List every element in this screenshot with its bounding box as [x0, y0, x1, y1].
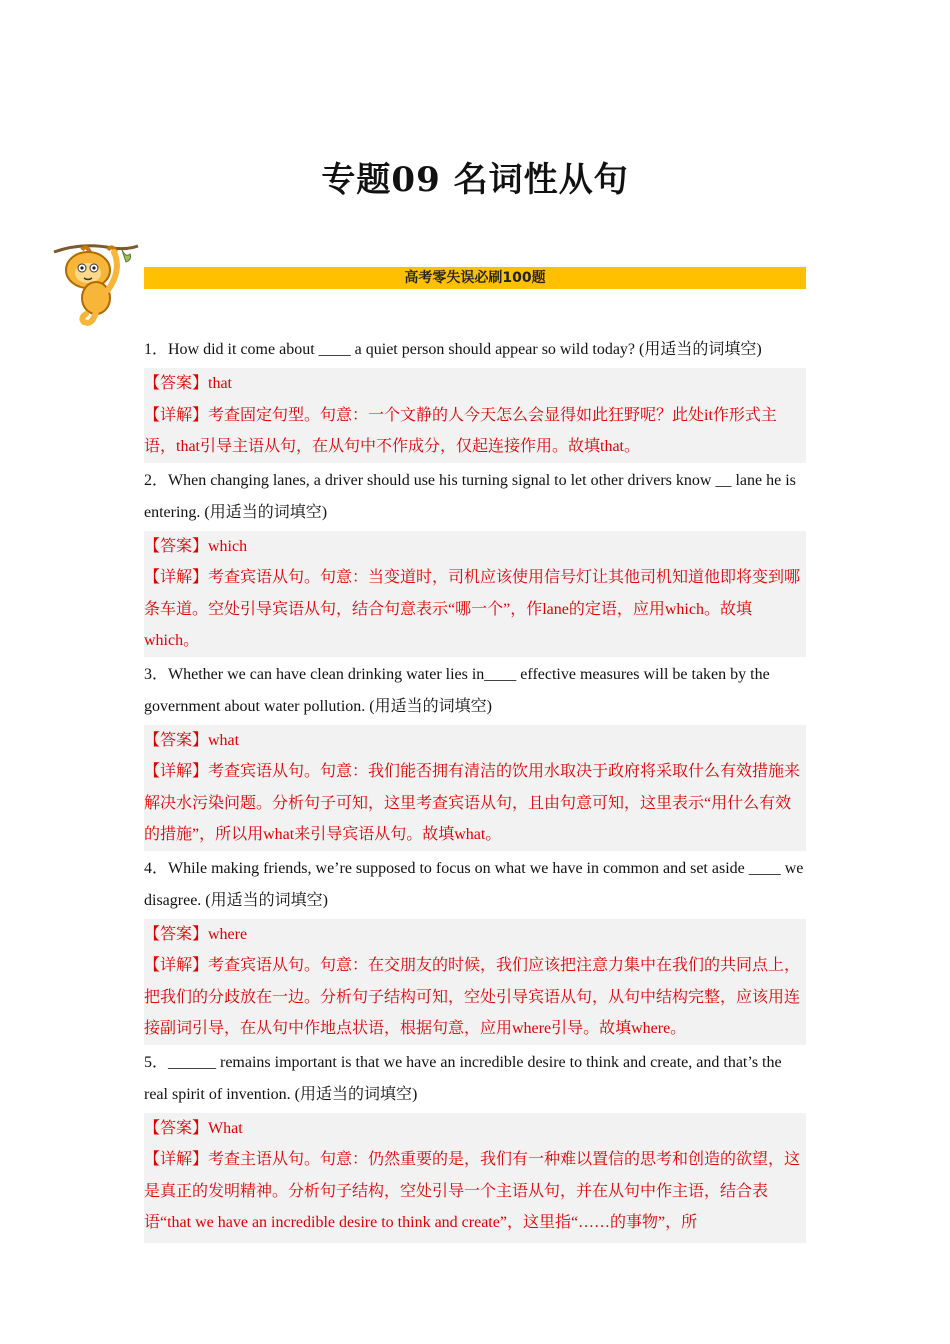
answer-text: 【答案】where — [144, 925, 248, 943]
question-text: 5．______ remains important is that we have an incredible desire to think and create, and that’s the real spirit of invention. (用适当的词填空) — [144, 1053, 782, 1103]
monkey-mascot-icon — [52, 240, 144, 332]
answer-box — [144, 368, 806, 463]
answer-text: 【答案】which — [144, 537, 248, 555]
question-item — [144, 1047, 806, 1243]
detail-text: 【详解】考查宾语从句。句意：在交朋友的时候，我们应该把注意力集中在我们的共同点上，把我们的分歧放在一边。分析句子结构可知，空处引导宾语从句，从句中结构完整，应该用连接副词引导，在从句中作地点状语，根据句意，应用where引导。故填where。 — [144, 957, 801, 1037]
section-banner: 高考零失误必刷100题 — [144, 267, 806, 289]
question-text: 4．While making friends, we’re supposed to focus on what we have in common and set aside ____ we disagree. (用适当的词填空) — [144, 859, 804, 909]
detail-text: 【详解】考查宾语从句。句意：当变道时，司机应该使用信号灯让其他司机知道他即将变到哪条车道。空处引导宾语从句，结合句意表示“哪一个”，作lane的定语，应用which。故填which。 — [144, 569, 801, 649]
question-text: 1．How did it come about ____ a quiet person should appear so wild today? (用适当的词填空) — [144, 341, 762, 358]
answer-box — [144, 725, 806, 851]
page-title: 专题09 名词性从句 — [321, 160, 629, 200]
question-item — [144, 465, 806, 657]
detail-text: 【详解】考查固定句型。句意：一个文静的人今天怎么会显得如此狂野呢？此处it作形式主语，that引导主语从句，在从句中不作成分，仅起连接作用。故填that。 — [144, 406, 777, 455]
answer-text: 【答案】that — [144, 375, 232, 392]
question-text: 2．When changing lanes, a driver should use his turning signal to let other drivers know __ lane he is entering. (用适当的词填空) — [144, 471, 796, 521]
answer-text: 【答案】What — [144, 1119, 243, 1137]
answer-box — [144, 919, 806, 1045]
answer-box — [144, 1113, 806, 1243]
detail-text: 【详解】考查主语从句。句意：仍然重要的是，我们有一种难以置信的思考和创造的欲望，这是真正的发明精神。分析句子结构，空处引导一个主语从句，并在从句中作主语，结合表语“that we have an incredible desire to think and create”，这里指“……的事物”，所 — [144, 1151, 801, 1231]
answer-box — [144, 531, 806, 657]
question-text: 3．Whether we can have clean drinking water lies in____ effective measures will be taken by the government about water pollution. (用适当的词填空) — [144, 665, 770, 715]
detail-text: 【详解】考查宾语从句。句意：我们能否拥有清洁的饮用水取决于政府将采取什么有效措施来解决水污染问题。分析句子可知，这里考查宾语从句，且由句意可知，这里表示“用什么有效的措施”，所以用what来引导宾语从句。故填what。 — [144, 763, 801, 843]
question-item — [144, 853, 806, 1045]
answer-text: 【答案】what — [144, 731, 240, 749]
question-item — [144, 659, 806, 851]
question-item — [144, 334, 806, 463]
question-list — [144, 334, 806, 1245]
